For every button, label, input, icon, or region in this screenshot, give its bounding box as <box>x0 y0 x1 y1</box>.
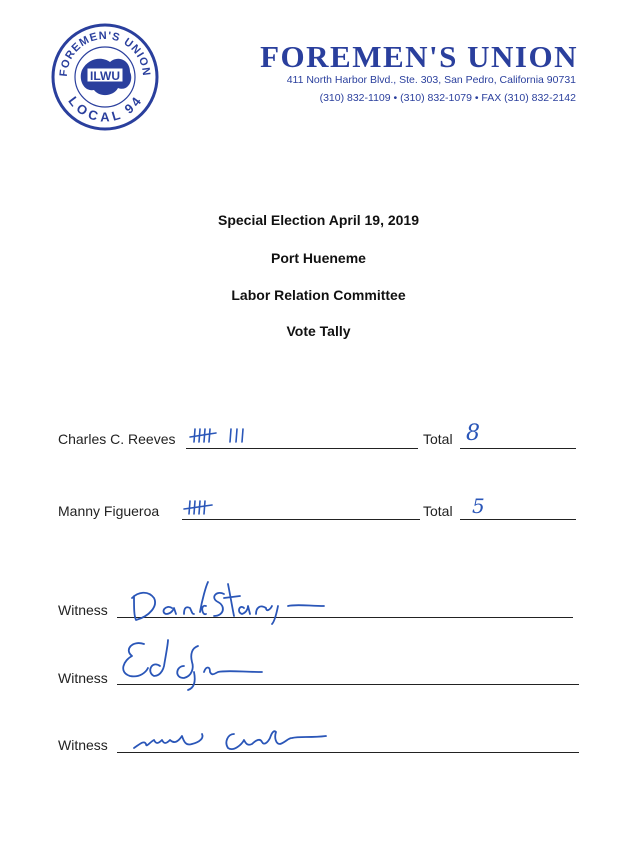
witness-label: Witness <box>58 670 108 686</box>
total-label: Total <box>423 431 453 447</box>
witness-signature-3 <box>130 726 340 758</box>
witness-signature-1 <box>120 576 330 624</box>
org-name: FOREMEN'S UNION <box>260 39 578 74</box>
logo-center-text: ILWU <box>90 69 120 83</box>
witness-label: Witness <box>58 737 108 753</box>
total-line <box>460 519 576 520</box>
logo-arc-bottom-text: LOCAL 94 <box>65 93 145 125</box>
tally-marks-figueroa <box>184 498 234 518</box>
committee-name: Labor Relation Committee <box>231 287 406 303</box>
election-title: Special Election April 19, 2019 <box>217 212 420 228</box>
org-phones: (310) 832-1109 • (310) 832-1079 • FAX (310) 832-2142 <box>319 92 576 104</box>
org-address: 411 North Harbor Blvd., Ste. 303, San Pedro, California 90731 <box>286 74 576 86</box>
tally-marks-reeves <box>190 426 270 446</box>
total-line <box>460 448 576 449</box>
logo-arc-top-text: FOREMEN'S UNION <box>57 29 153 78</box>
total-value-figueroa: 5 <box>472 494 485 518</box>
candidate-name: Charles C. Reeves <box>58 431 176 447</box>
union-logo-seal <box>50 22 160 132</box>
witness-signature-2 <box>114 636 274 692</box>
total-value-reeves: 8 <box>466 421 480 446</box>
tally-line <box>182 519 420 520</box>
witness-label: Witness <box>58 602 108 618</box>
tally-line <box>186 448 418 449</box>
election-location: Port Hueneme <box>271 250 366 266</box>
candidate-name: Manny Figueroa <box>58 503 160 519</box>
total-label: Total <box>423 503 453 519</box>
document-subtitle: Vote Tally <box>286 323 351 339</box>
